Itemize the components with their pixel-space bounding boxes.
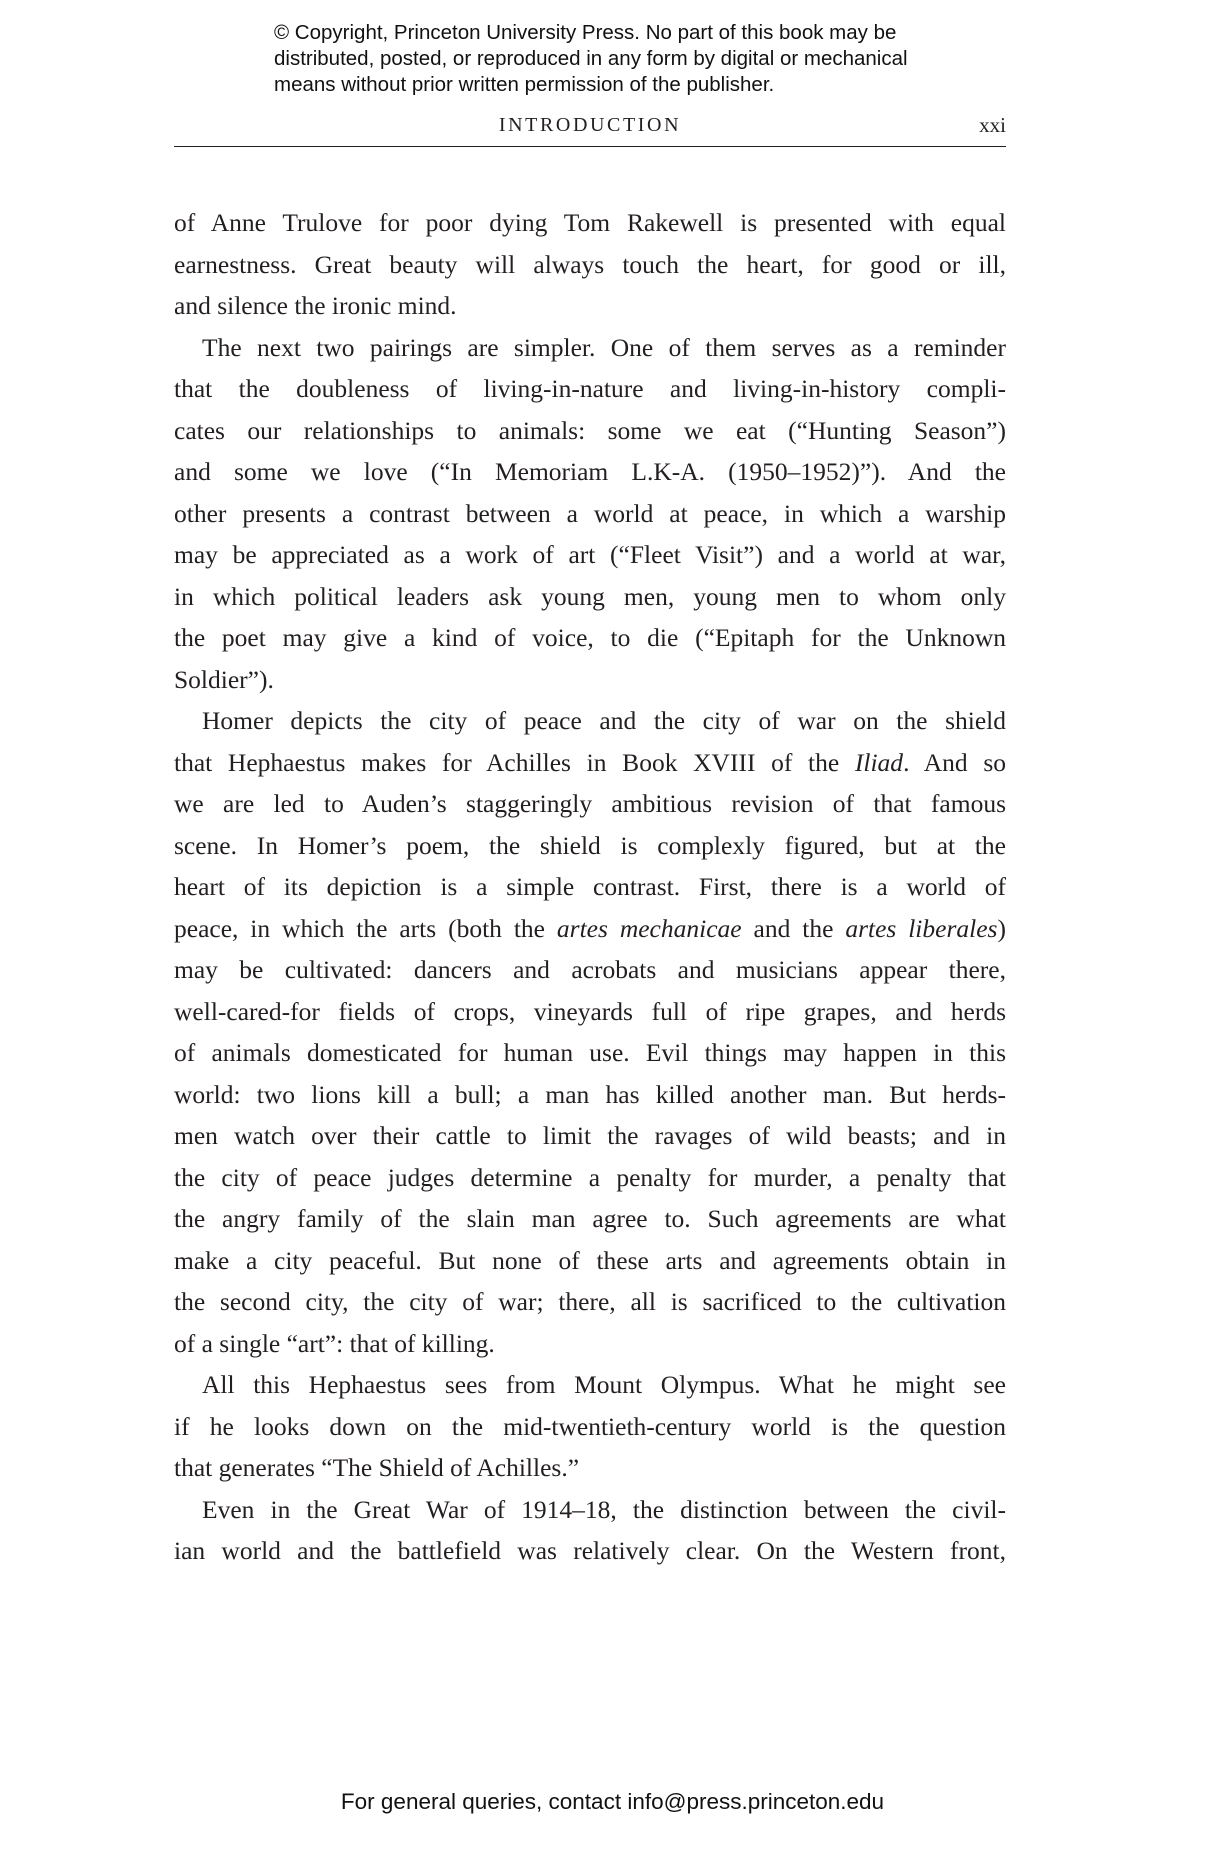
text-run: peace, in which the arts (both the xyxy=(174,913,557,943)
contact-footer: For general queries, contact info@press.princeton.edu xyxy=(340,1789,885,1814)
text-run: that Hephaestus makes for Achilles in Book XVIII of the xyxy=(174,747,855,777)
text-line: in which political leaders ask young men, young men to whom only xyxy=(174,581,1006,611)
italic-term: artes liberales xyxy=(845,913,998,943)
paragraph-3 xyxy=(174,700,1006,1364)
text-line: other presents a contrast between a world at peace, in which a warship xyxy=(174,498,1006,528)
page-number: xxi xyxy=(979,113,1006,137)
text-line: scene. In Homer’s poem, the shield is complexly figured, but at the xyxy=(174,830,1006,860)
paragraph-1 xyxy=(174,202,1006,327)
text-line: if he looks down on the mid-twentieth-century world is the question xyxy=(174,1411,1006,1441)
text-line: world: two lions kill a bull; a man has killed another man. But herds- xyxy=(174,1079,1006,1109)
text-line: the second city, the city of war; there, all is sacrificed to the cultivation xyxy=(174,1287,1006,1316)
text-run: and the xyxy=(741,913,846,943)
text-line: the angry family of the slain man agree to. Such agreements are what xyxy=(174,1204,1006,1233)
body-text xyxy=(174,202,1006,1572)
text-line: men watch over their cattle to limit the ravages of wild beasts; and in xyxy=(174,1121,1006,1150)
text-line: may be cultivated: dancers and acrobats and musicians appear there, xyxy=(174,955,1006,984)
text-line: and silence the ironic mind. xyxy=(174,291,457,320)
text-run: . And so xyxy=(903,747,1006,777)
text-line: ian world and the battlefield was relatively clear. On the Western front, xyxy=(174,1536,1006,1565)
italic-title: Iliad xyxy=(854,747,904,777)
copyright-line: © Copyright, Princeton University Press. No part of this book may be xyxy=(274,21,897,44)
text-line: Even in the Great War of 1914–18, the distinction between the civil- xyxy=(202,1494,1006,1524)
text-line: may be appreciated as a work of art (“Fleet Visit”) and a world at war, xyxy=(174,540,1006,569)
text-line: earnestness. Great beauty will always touch the heart, for good or ill, xyxy=(174,249,1006,279)
text-run: ) xyxy=(997,913,1006,943)
copyright-line: distributed, posted, or reproduced in any form by digital or mechanical xyxy=(274,47,908,70)
text-line: heart of its depiction is a simple contrast. First, there is a world of xyxy=(174,872,1006,901)
paragraph-4 xyxy=(174,1364,1006,1489)
paragraph-5 xyxy=(174,1489,1006,1572)
text-line: the poet may give a kind of voice, to die (“Epitaph for the Unknown xyxy=(174,623,1006,652)
text-line: that generates “The Shield of Achilles.” xyxy=(174,1453,580,1482)
italic-term: artes mechanicae xyxy=(556,913,742,943)
text-line: of Anne Trulove for poor dying Tom Rakewell is presented with equal xyxy=(174,208,1006,237)
text-line xyxy=(174,742,1006,784)
text-line: well-cared-for fields of crops, vineyards full of ripe grapes, and herds xyxy=(174,996,1006,1026)
text-line: Soldier”). xyxy=(174,664,274,694)
text-line: the city of peace judges determine a penalty for murder, a penalty that xyxy=(174,1162,1006,1192)
copyright-notice xyxy=(274,20,1034,98)
text-line: that the doubleness of living-in-nature and living-in-history compli- xyxy=(174,374,1006,403)
running-head xyxy=(174,112,1006,147)
paragraph-2 xyxy=(174,327,1006,701)
text-line: make a city peaceful. But none of these arts and agreements obtain in xyxy=(174,1245,1006,1275)
text-line: All this Hephaestus sees from Mount Olympus. What he might see xyxy=(202,1370,1006,1399)
text-line: cates our relationships to animals: some we eat (“Hunting Season”) xyxy=(174,415,1006,445)
text-line: of animals domesticated for human use. Evil things may happen in this xyxy=(174,1038,1006,1067)
text-line: Homer depicts the city of peace and the city of war on the shield xyxy=(202,706,1006,735)
text-line: and some we love (“In Memoriam L.K-A. (1950–1952)”). And the xyxy=(174,457,1006,486)
text-line: we are led to Auden’s staggeringly ambitious revision of that famous xyxy=(174,789,1006,818)
running-head-title: INTRODUCTION xyxy=(498,114,682,136)
text-line: The next two pairings are simpler. One of them serves as a reminder xyxy=(202,332,1006,362)
text-line xyxy=(174,908,1006,950)
copyright-line: means without prior written permission of the publisher. xyxy=(274,73,775,96)
text-line: of a single “art”: that of killing. xyxy=(174,1328,495,1358)
